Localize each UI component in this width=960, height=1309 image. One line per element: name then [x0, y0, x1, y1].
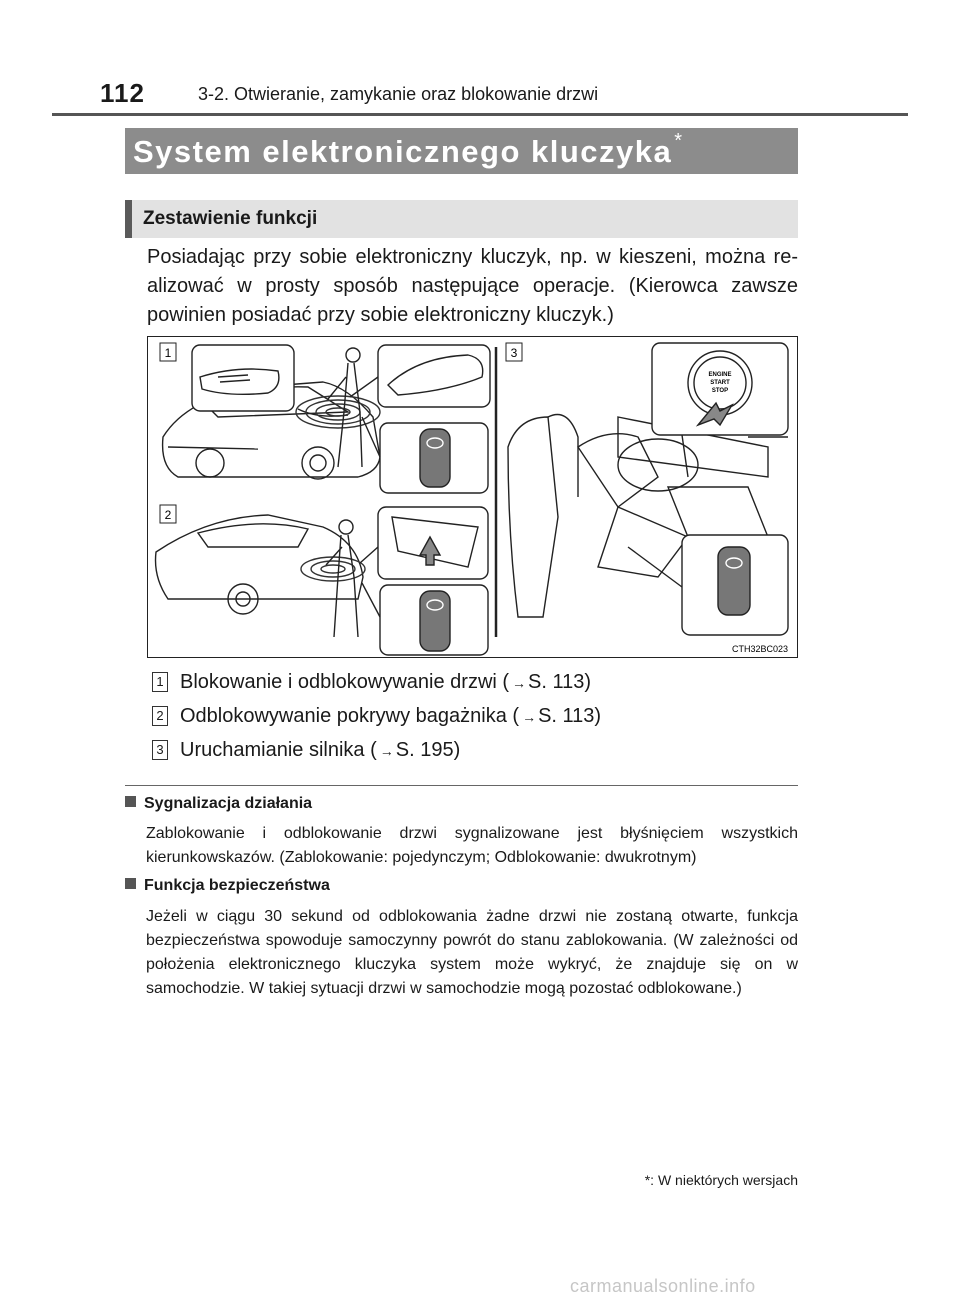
- callout-label: 1: [164, 346, 172, 360]
- square-bullet-icon: [125, 878, 136, 889]
- subsection-accent: [125, 200, 132, 238]
- watermark: carmanualsonline.info: [570, 1276, 756, 1296]
- legend-ref: S. 113): [538, 705, 602, 727]
- engine-button-label: START: [710, 380, 730, 386]
- signal-waves-trunk: [301, 557, 365, 581]
- figure-code: CTH32BC023: [731, 644, 788, 654]
- arrow-icon: →: [512, 675, 527, 691]
- intro-paragraph: Posiadając przy sobie elektroniczny kluczyk, np. w kieszeni, można re-alizować w prosty sposób następujące operacje. (Kierowca zawsze powinien posiadać przy sobie elektroniczny kluczyk.): [147, 246, 798, 326]
- subsection-title: Zestawienie funkcji: [143, 208, 318, 229]
- legend-ref: S. 113): [528, 671, 592, 693]
- illustration-figure: [147, 336, 798, 658]
- legend-ref: S. 195): [395, 739, 461, 761]
- note-body: Zablokowanie i odblokowanie drzwi sygnalizowane jest błyśnięciem wszystkich kierunkowskazów. (Zablokowanie: pojedynczym; Odblokowanie: dwukrotnym): [146, 825, 798, 866]
- note-heading: Sygnalizacja działania: [125, 795, 312, 813]
- header-rule: [52, 113, 908, 116]
- inset-door-handle-grip: [378, 345, 490, 407]
- note-body: Jeżeli w ciągu 30 sekund od odblokowania żadne drzwi nie zostaną otwarte, funkcja bezpieczeństwa spowoduje samoczynny powrót do stanu zablokowania. (W zależności od położenia elektronicznego kluczyka system może wykryć, że znajduje się on w samochodzie. W takiej sytuacji drzwi w samochodzie mogą pozostać odblokowane.): [146, 908, 798, 997]
- notes-divider: [125, 785, 798, 786]
- chapter-title: 3-2. Otwieranie, zamykanie oraz blokowanie drzwi: [198, 84, 599, 104]
- footnote: *: W niektórych wersjach: [644, 1172, 798, 1188]
- legend-item: [152, 739, 460, 762]
- subsection-title-bar: [125, 200, 798, 238]
- legend-text: Blokowanie i odblokowywanie drzwi (: [180, 671, 510, 693]
- legend-item: [152, 671, 591, 694]
- arrow-icon: →: [522, 709, 537, 725]
- callout-label: 3: [510, 346, 518, 360]
- engine-button-label: ENGINE: [708, 372, 732, 378]
- note-heading: Funkcja bezpieczeństwa: [125, 877, 330, 895]
- legend-text: Uruchamianie silnika (: [180, 739, 377, 761]
- callout-2: [160, 505, 176, 523]
- legend-number: 2: [152, 706, 168, 726]
- square-bullet-icon: [125, 796, 136, 807]
- legend-number: 1: [152, 672, 168, 692]
- legend-item: [152, 705, 601, 728]
- asterisk-mark: *: [674, 130, 684, 152]
- section-title-bar: [125, 128, 798, 174]
- illustration-svg: [148, 337, 799, 659]
- page-number: 112: [100, 78, 145, 108]
- section-title: System elektronicznego kluczyka *: [133, 130, 684, 169]
- engine-button-label: STOP: [711, 388, 729, 394]
- legend-number: 3: [152, 740, 168, 760]
- callout-1: [160, 343, 176, 361]
- callout-3: [506, 343, 522, 361]
- asterisk-mark: *: [644, 1172, 651, 1188]
- arrow-icon: →: [379, 743, 394, 759]
- legend-text: Odblokowywanie pokrywy bagażnika (: [180, 705, 520, 727]
- callout-label: 2: [164, 508, 172, 522]
